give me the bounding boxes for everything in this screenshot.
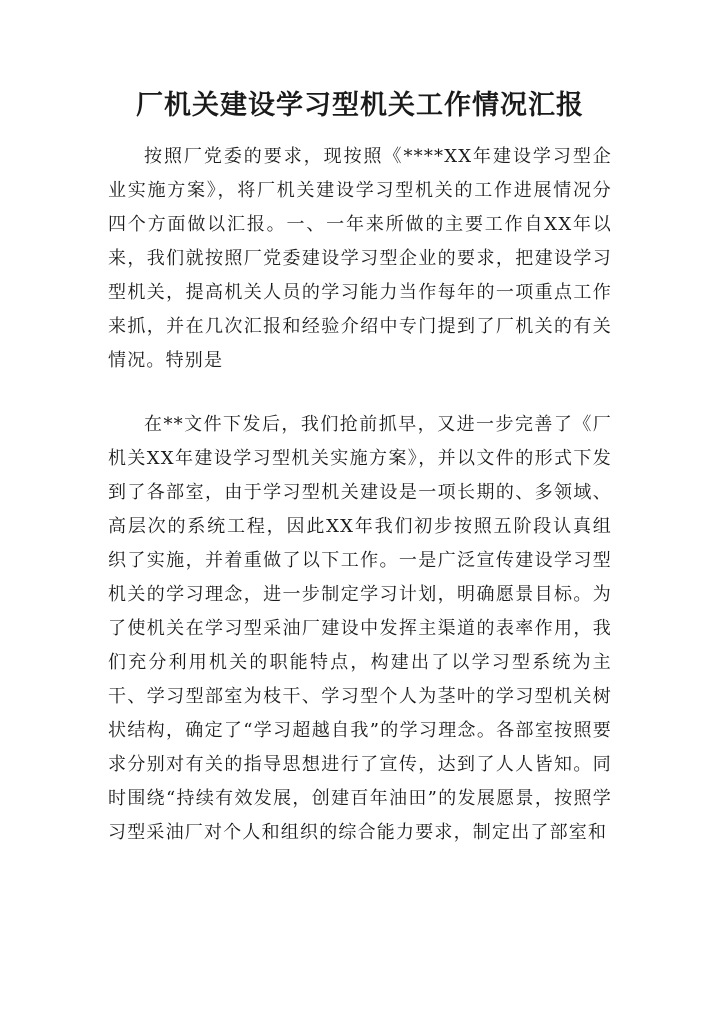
body-paragraph-2: 在**文件下发后，我们抢前抓早，又进一步完善了《厂机关XX年建设学习型机关实施方案》，并以文件的形式下发到了各部室，由于学习型机关建设是一项长期的、多领域、高层次的系统工程，因此XX年我们初步按照五阶段认真组织了实施，并着重做了以下工作。一是广泛宣传建设学习型机关的学习理念，进一步制定学习计划，明确愿景目标。为了使机关在学习型采油厂建设中发挥主渠道的表率作用，我们充分利用机关的职能特点，构建出了以学习型系统为主干、学习型部室为枝干、学习型个人为茎叶的学习型机关树状结构，确定了“学习超越自我”的学习理念。各部室按照要求分别对有关的指导思想进行了宣传，达到了人人皆知。同时围绕“持续有效发展，创建百年油田”的发展愿景，按照学习型采油厂对个人和组织的综合能力要求，制定出了部室和 <box>108 414 612 843</box>
body-paragraph-1: 按照厂党委的要求，现按照《****XX年建设学习型企业实施方案》，将厂机关建设学习型机关的工作进展情况分四个方面做以汇报。一、一年来所做的主要工作自XX年以来，我们就按照厂党委建设学习型企业的要求，把建设学习型机关，提高机关人员的学习能力当作每年的一项重点工作来抓，并在几次汇报和经验介绍中专门提到了厂机关的有关情况。特别是 <box>108 146 612 371</box>
document-title: 厂机关建设学习型机关工作情况汇报 <box>136 90 584 121</box>
